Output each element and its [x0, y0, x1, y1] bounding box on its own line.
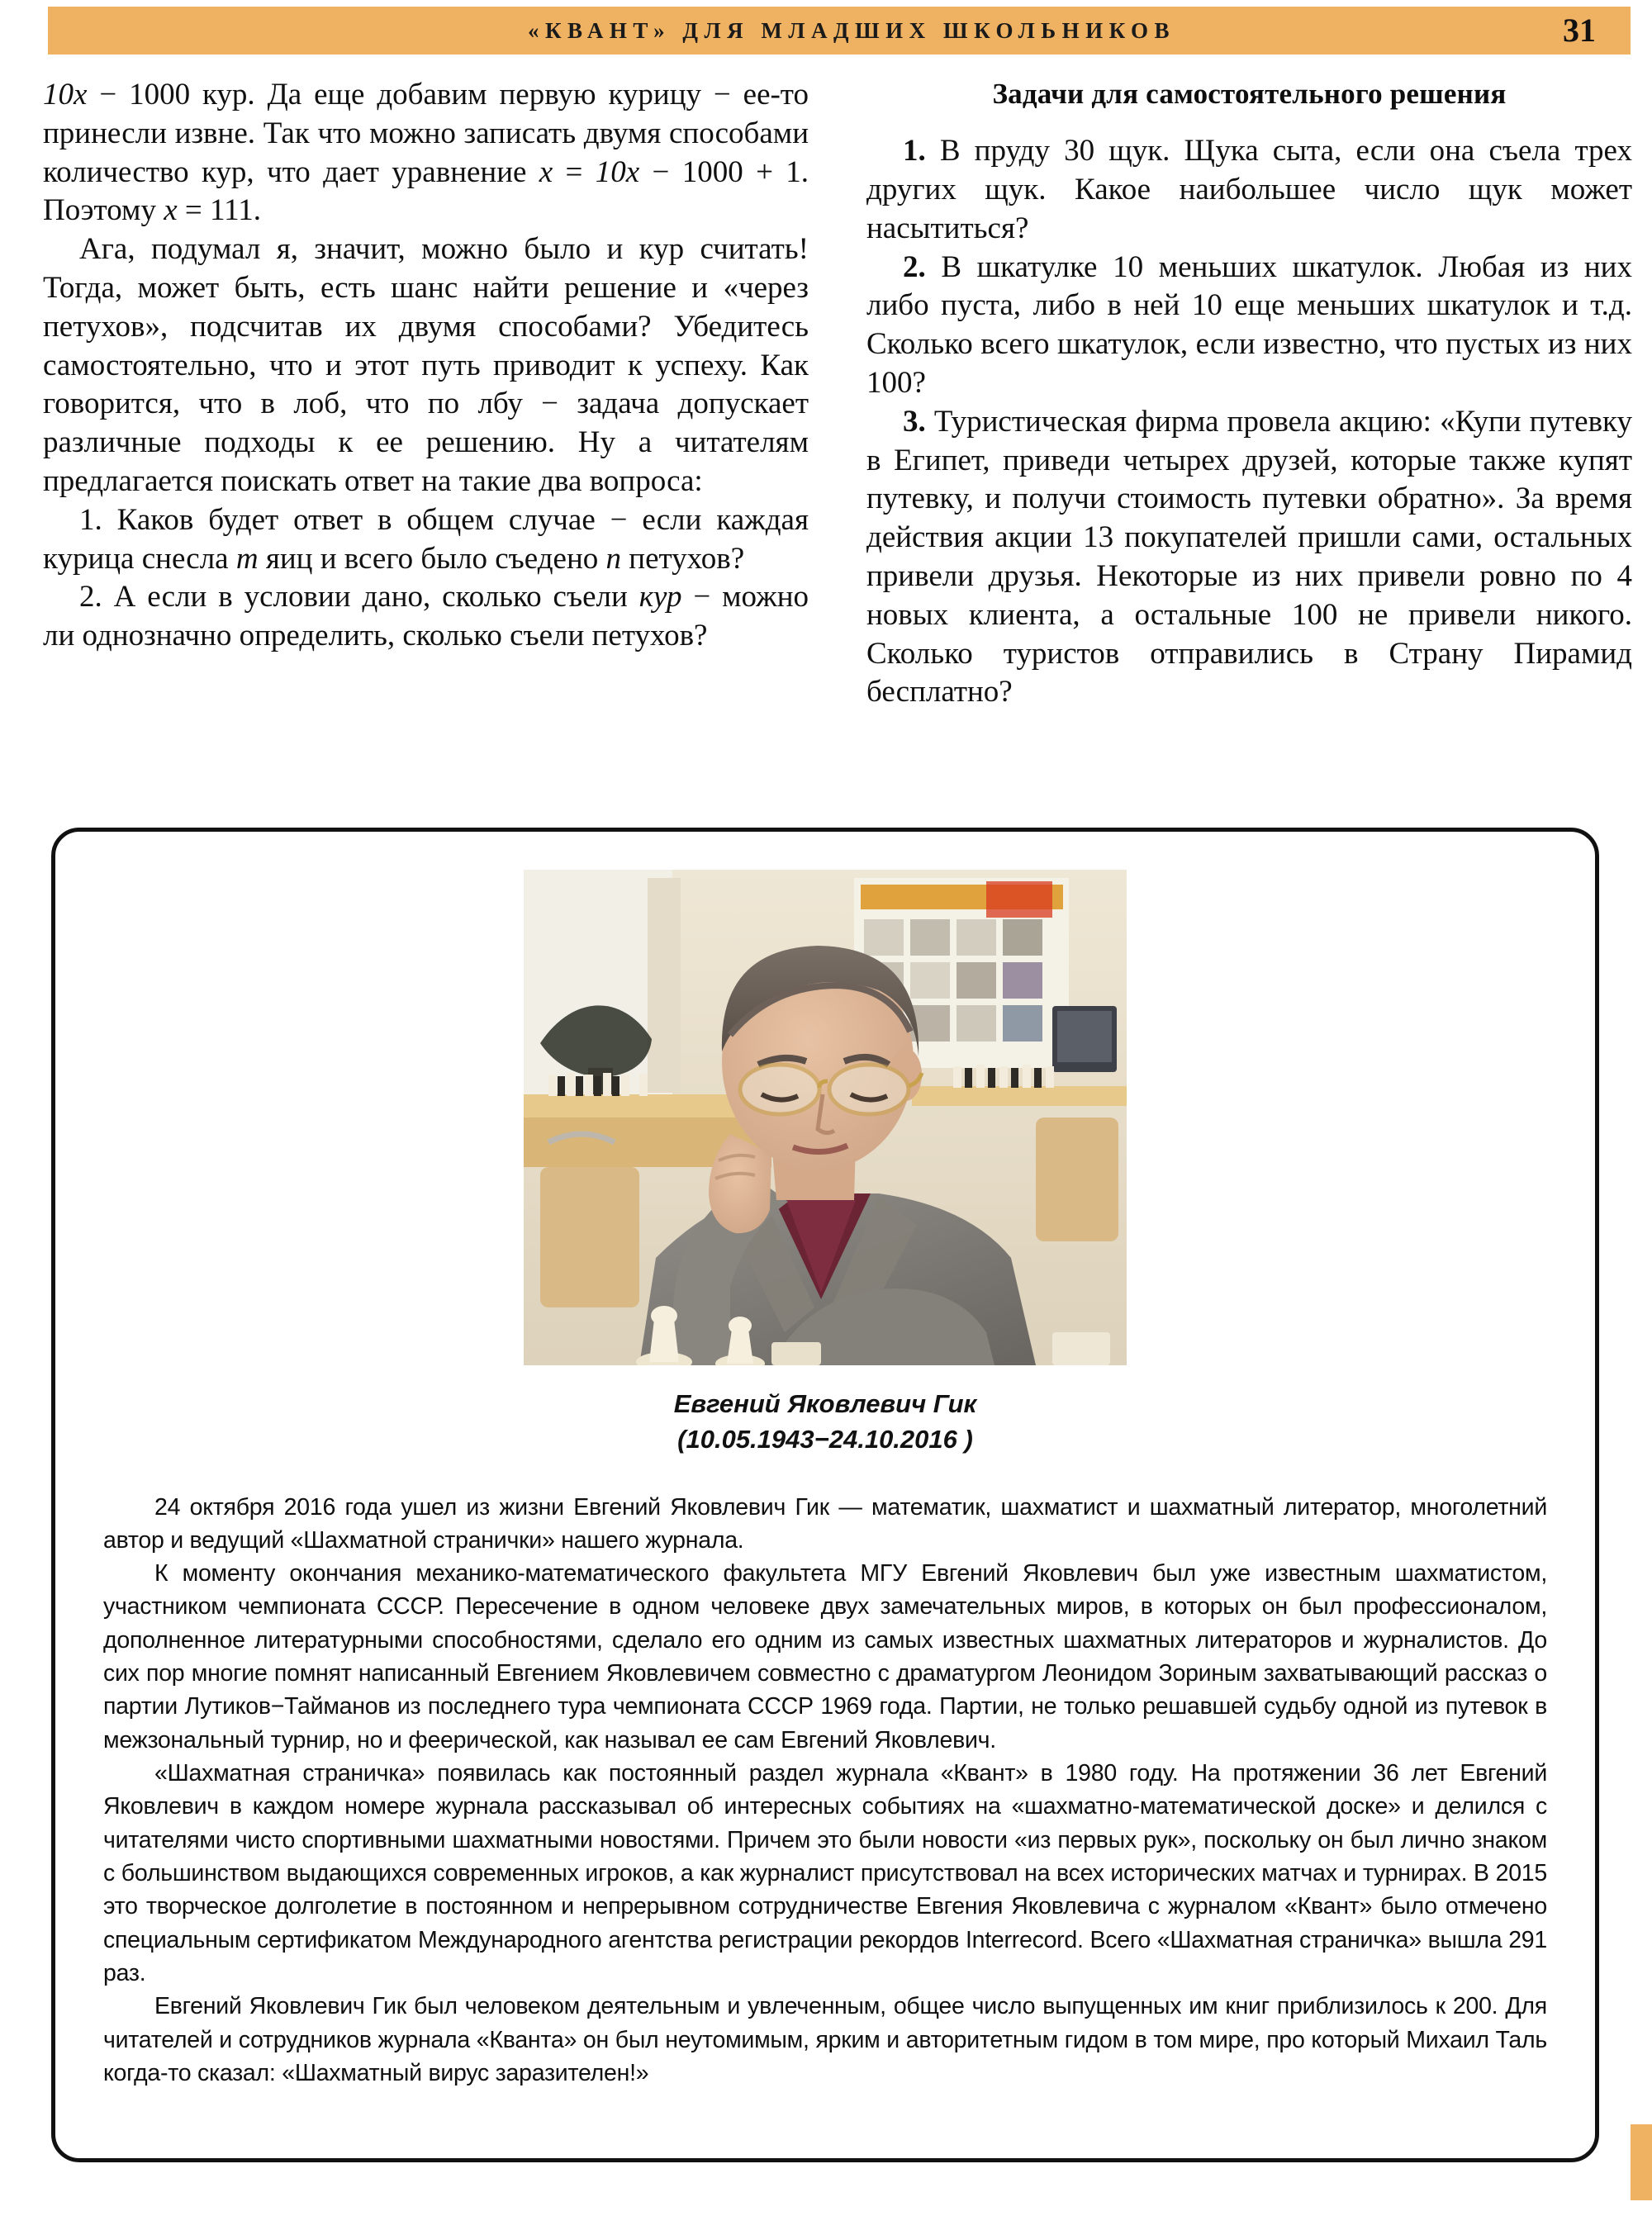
memorial-paragraph: «Шахматная страничка» появилась как постоянный раздел журнала «Квант» в 1980 году. На протяжении 36 лет Евгений Яковлевич в каждом номере журнала рассказывал об интересных событиях на «шахматно-математической доске» и делился с читателями чисто спортивными шахматными новостями. Причем это были новости «из первых рук», поскольку он был лично знаком с большинством выдающихся современных игроков, а как журналист присутствовал на всех исторических матчах и турнирах. В 2015 это творческое долголетие в постоянном и непрерывном сотрудничестве Евгения Яковлевича с журналом «Квант» было отмечено специальным сертификатом Международного агентства регистрации рекордов Interrecord. Всего «Шахматная страничка» вышла 291 раз. — [103, 1760, 1547, 1986]
memorial-box-inner — [55, 832, 1595, 2158]
page-number: 31 — [1563, 12, 1596, 49]
left-question-2: 2. А если в условии дано, сколько съели кур − можно ли однозначно определить, сколько съели петухов? — [43, 580, 809, 653]
running-head-title: «КВАНТ» ДЛЯ МЛАДШИХ ШКОЛЬНИКОВ — [527, 17, 1176, 43]
left-question-1: 1. Каков будет ответ в общем случае − если каждая курица снесла m яиц и всего было съедено n петухов? — [43, 502, 809, 576]
left-paragraph-1: 10x − 1000 кур. Да еще добавим первую курицу − ее-то принесли извне. Так что можно записать двумя способами количество кур, что дает уравнение x = 10x − 1000 + 1. Поэтому x = 111. — [43, 78, 809, 228]
memorial-paragraph: 24 октября 2016 года ушел из жизни Евгений Яковлевич Гик — математик, шахматист и шахматный литератор, многолетний автор и ведущий «Шахматной странички» нашего журнала. — [103, 1493, 1547, 1554]
problem-item — [866, 132, 1632, 248]
photo-caption-dates: (10.05.1943−24.10.2016 ) — [677, 1424, 973, 1454]
photo-caption — [97, 1387, 1554, 1458]
page-edge-tab — [1631, 2124, 1652, 2200]
memorial-box — [51, 828, 1599, 2162]
right-column — [866, 76, 1632, 712]
problem-text: В пруду 30 щук. Щука сыта, если она съела трех других щук. Какое наибольшее число щук может насытиться? — [866, 134, 1632, 245]
portrait-photo — [524, 870, 1127, 1365]
article-columns — [43, 76, 1632, 712]
problem-text: В шкатулке 10 меньших шкатулок. Любая из них либо пуста, либо в ней 10 еще меньших шкатулок и т.д. Сколько всего шкатулок, если известно, что пустых из них 100? — [866, 249, 1632, 401]
problem-number: 3. — [903, 404, 926, 439]
problem-item — [866, 249, 1632, 403]
problem-item — [866, 403, 1632, 712]
problem-number: 2. — [903, 249, 926, 284]
memorial-paragraph: К моменту окончания механико-математического факультета МГУ Евгений Яковлевич был уже известным шахматистом, участником чемпионата СССР. Пересечение в одном человеке двух замечательных миров, в которых он был профессионалом, дополненное литературными способностями, сделало его одним из самых известных шахматных литераторов и журналистов. До сих пор многие помнят написанный Евгением Яковлевичем совместно с драматургом Леонидом Зориным захватывающий рассказ о партии Лутиков−Тайманов из последнего тура чемпионата СССР 1969 года. Партии, не только решавшей судьбу одной из путевок в межзональный турнир, но и феерической, как называл ее сам Евгений Яковлевич. — [103, 1560, 1547, 1753]
running-head-band — [48, 7, 1631, 55]
portrait-photo-graphic — [524, 870, 1127, 1365]
memorial-text — [97, 1491, 1554, 2090]
photo-caption-name: Евгений Яковлевич Гик — [673, 1389, 977, 1418]
problem-number: 1. — [903, 134, 926, 168]
memorial-paragraph: Евгений Яковлевич Гик был человеком деятельным и увлеченным, общее число выпущенных им книг приблизилось к 200. Для читателей и сотрудников журнала «Кванта» он был неутомимым, ярким и авторитетным гидом в том мире, про который Михаил Таль когда-то сказал: «Шахматный вирус заразителен!» — [103, 1993, 1547, 2086]
problems-subheading: Задачи для самостоятельного решения — [992, 78, 1507, 110]
left-paragraph-2: Ага, подумал я, значит, можно было и кур считать! Тогда, может быть, есть шанс найти решение и «через петухов», подсчитав их двумя способами? Убедитесь самостоятельно, что и этот путь приводит к успеху. Как говорится, что в лоб, что по лбу − задача допускает различные подходы к ее решению. Ну а читателям предлагается поискать ответ на такие два вопроса: — [43, 232, 809, 498]
problem-text: Туристическая фирма провела акцию: «Купи путевку в Египет, приведи четырех друзей, которые также купят путевку, и получи стоимость путевки обратно». За время действия акции 13 покупателей пришли сами, остальных привели друзья. Некоторые из них привели ровно по 4 новых клиента, а остальные 100 не привели никого. Сколько туристов отправились в Страну Пирамид бесплатно? — [866, 404, 1632, 709]
left-column — [43, 76, 809, 712]
